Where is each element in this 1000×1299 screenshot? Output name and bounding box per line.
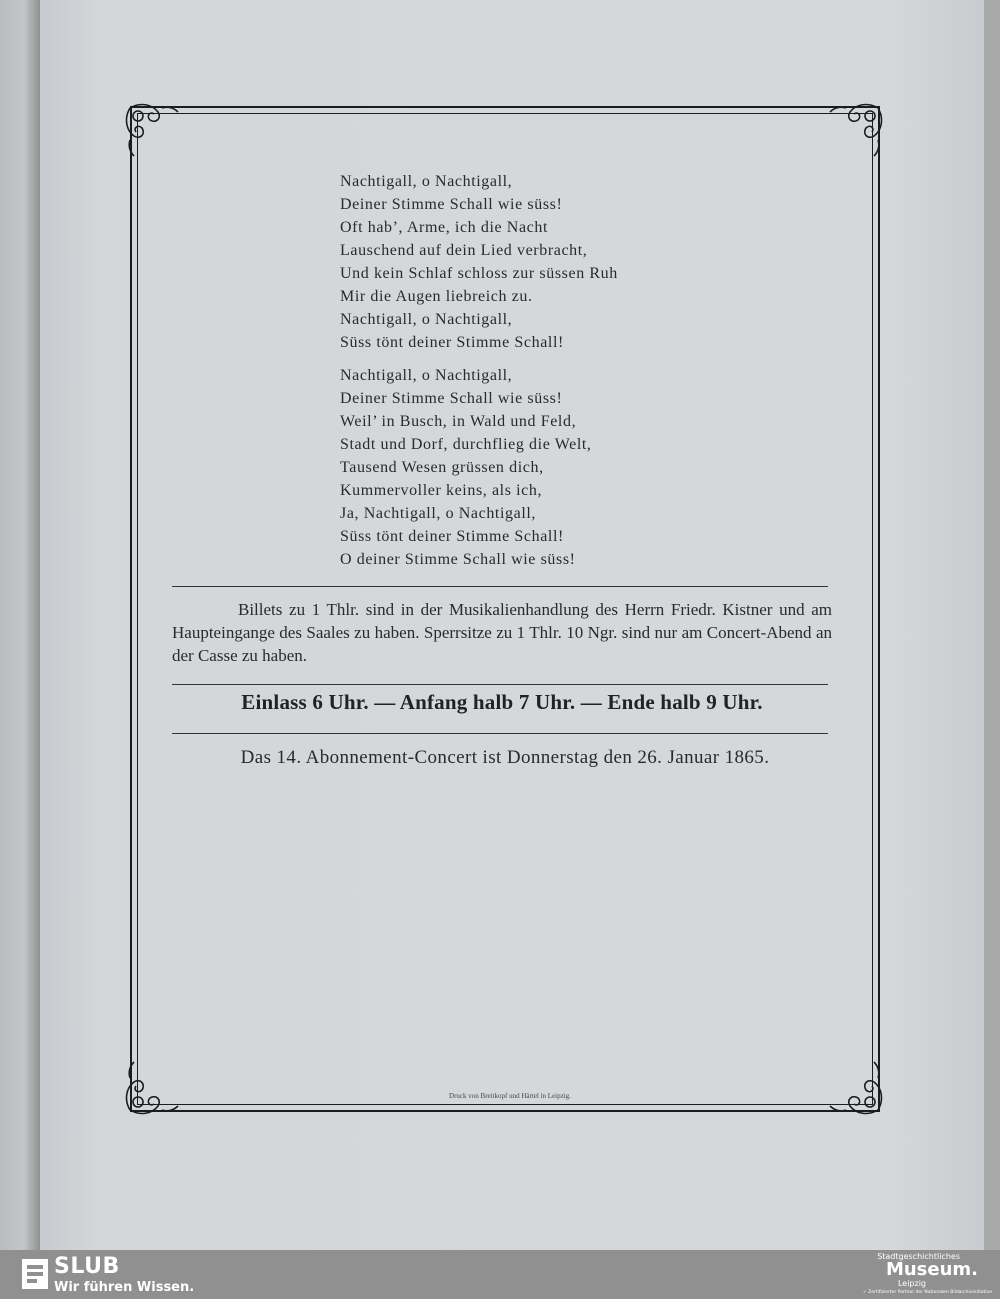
poem-line: Nachtigall, o Nachtigall,: [340, 173, 513, 190]
printer-imprint: Druck von Breitkopf und Härtel in Leipzig.: [449, 1092, 571, 1100]
museum-name: Museum.: [885, 1259, 978, 1280]
divider-rule: [172, 684, 828, 685]
left-page-edge: [0, 0, 40, 1250]
museum-city: Leipzig: [897, 1279, 926, 1288]
slub-tagline: Wir führen Wissen.: [54, 1280, 195, 1295]
museum-certificate: ✓ Zertifizierter Partner der Nationalen Bildarchivinitiative: [862, 1290, 992, 1295]
poem-line: Deiner Stimme Schall wie süss!: [340, 390, 563, 407]
poem-text: [340, 170, 618, 581]
poem-stanza-1: [340, 170, 618, 354]
poem-line: Mir die Augen liebreich zu.: [340, 288, 533, 305]
right-page-edge: [984, 0, 1000, 1250]
poem-line: Weil’ in Busch, in Wald und Feld,: [340, 413, 577, 430]
corner-ornament-bottom-right: [826, 1058, 890, 1122]
corner-ornament-top-right: [826, 96, 890, 160]
divider-rule: [172, 586, 828, 587]
museum-subtitle: Stadtgeschichtliches: [877, 1252, 960, 1261]
footer-bar: [0, 1250, 1000, 1299]
slub-logo-icon: [22, 1259, 48, 1289]
poem-line: Deiner Stimme Schall wie süss!: [340, 196, 563, 213]
next-concert-line: Das 14. Abonnement-Concert ist Donnerstag den 26. Januar 1865.: [240, 747, 770, 768]
poem-line: Nachtigall, o Nachtigall,: [340, 311, 513, 328]
poem-line: Süss tönt deiner Stimme Schall!: [340, 528, 564, 545]
poem-line: Nachtigall, o Nachtigall,: [340, 367, 513, 384]
poem-stanza-2: [340, 364, 618, 571]
poem-line: Stadt und Dorf, durchflieg die Welt,: [340, 436, 592, 453]
slub-name: SLUB: [54, 1254, 120, 1279]
poem-line: Süss tönt deiner Stimme Schall!: [340, 334, 564, 351]
poem-line: Ja, Nachtigall, o Nachtigall,: [340, 505, 537, 522]
poem-line: Tausend Wesen grüssen dich,: [340, 459, 544, 476]
poem-line: Lauschend auf dein Lied verbracht,: [340, 242, 588, 259]
poem-line: O deiner Stimme Schall wie süss!: [340, 551, 576, 568]
poem-line: Und kein Schlaf schloss zur süssen Ruh: [340, 265, 618, 282]
corner-ornament-top-left: [118, 96, 182, 160]
ticket-notice: Billets zu 1 Thlr. sind in der Musikalienhandlung des Herrn Friedr. Kistner und am Haupteingange des Saales zu haben. Sperrsitze zu 1 Thlr. 10 Ngr. sind nur am Concert-Abend an der Casse zu haben.: [172, 600, 832, 665]
divider-rule: [172, 733, 828, 734]
corner-ornament-bottom-left: [118, 1058, 182, 1122]
poem-line: Kummervoller keins, als ich,: [340, 482, 543, 499]
schedule-line: Einlass 6 Uhr. — Anfang halb 7 Uhr. — Ende halb 9 Uhr.: [241, 690, 763, 714]
poem-line: Oft hab’, Arme, ich die Nacht: [340, 219, 549, 236]
